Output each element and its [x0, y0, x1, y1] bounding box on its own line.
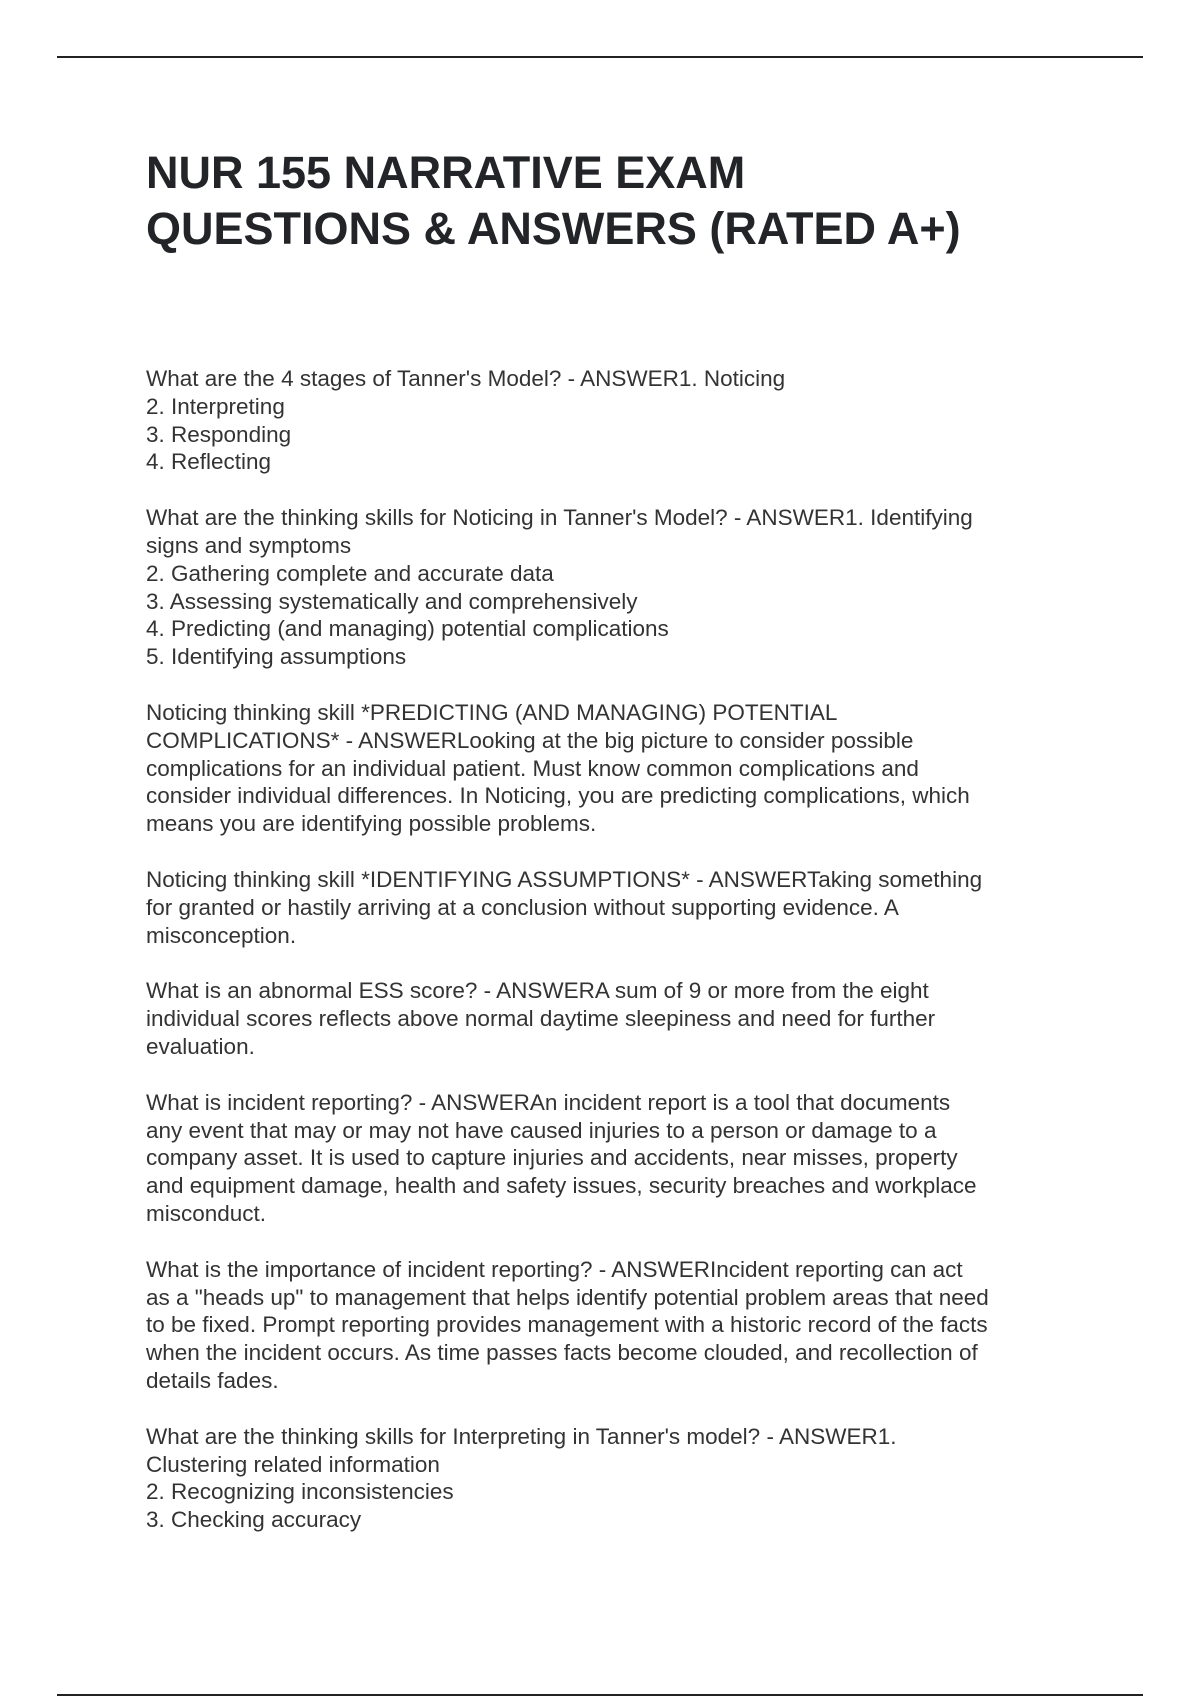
qa-line: 5. Identifying assumptions	[146, 644, 407, 670]
qa-line: Clustering related information	[146, 1451, 440, 1477]
qa-line: misconduct.	[146, 1200, 267, 1226]
qa-line: signs and symptoms	[146, 532, 352, 558]
top-rule	[57, 56, 1143, 58]
qa-item-predicting-complications	[146, 699, 1061, 838]
qa-line: 2. Interpreting	[146, 393, 285, 419]
document-body	[146, 145, 1061, 1562]
qa-line: 4. Reflecting	[146, 449, 272, 475]
qa-item-tanner-stages	[146, 365, 1061, 476]
document-title	[146, 145, 1061, 257]
qa-line: consider individual differences. In Noticing, you are predicting complications, which	[146, 783, 970, 809]
qa-line: and equipment damage, health and safety issues, security breaches and workplace	[146, 1173, 977, 1199]
qa-line: What is an abnormal ESS score? - ANSWERA sum of 9 or more from the eight	[146, 978, 929, 1004]
qa-item-incident-importance	[146, 1256, 1061, 1395]
qa-line: when the incident occurs. As time passes facts become clouded, and recollection of	[146, 1340, 978, 1366]
qa-line: to be fixed. Prompt reporting provides management with a historic record of the facts	[146, 1312, 988, 1338]
qa-line: COMPLICATIONS* - ANSWERLooking at the big picture to consider possible	[146, 727, 914, 753]
title-line-1: NUR 155 NARRATIVE EXAM	[146, 147, 746, 198]
qa-line: 3. Responding	[146, 421, 292, 447]
qa-line: What is incident reporting? - ANSWERAn incident report is a tool that documents	[146, 1089, 951, 1115]
qa-line: What are the 4 stages of Tanner's Model? - ANSWER1. Noticing	[146, 366, 786, 391]
qa-line: 2. Gathering complete and accurate data	[146, 560, 554, 586]
qa-item-noticing-skills	[146, 504, 1061, 671]
qa-line: company asset. It is used to capture injuries and accidents, near misses, property	[146, 1145, 958, 1171]
qa-line: 3. Checking accuracy	[146, 1507, 362, 1533]
qa-list	[146, 365, 1061, 1534]
qa-line: What are the thinking skills for Noticing in Tanner's Model? - ANSWER1. Identifying	[146, 505, 973, 531]
qa-line: as a "heads up" to management that helps identify potential problem areas that need	[146, 1284, 989, 1310]
qa-line: complications for an individual patient. Must know common complications and	[146, 755, 919, 781]
qa-line: any event that may or may not have caused injuries to a person or damage to a	[146, 1117, 937, 1143]
bottom-rule	[57, 1694, 1143, 1696]
qa-line: 3. Assessing systematically and comprehensively	[146, 588, 638, 614]
qa-line: for granted or hastily arriving at a conclusion without supporting evidence. A	[146, 894, 899, 920]
qa-line: What are the thinking skills for Interpreting in Tanner's model? - ANSWER1.	[146, 1423, 897, 1449]
qa-item-incident-reporting	[146, 1089, 1061, 1228]
qa-line: details fades.	[146, 1367, 279, 1393]
qa-item-ess-score	[146, 977, 1061, 1060]
title-line-2: QUESTIONS & ANSWERS (RATED A+)	[146, 203, 961, 254]
qa-line: Noticing thinking skill *IDENTIFYING ASSUMPTIONS* - ANSWERTaking something	[146, 866, 983, 892]
qa-line: individual scores reflects above normal daytime sleepiness and need for further	[146, 1006, 936, 1032]
qa-line: means you are identifying possible problems.	[146, 811, 597, 837]
qa-line: 4. Predicting (and managing) potential complications	[146, 616, 669, 642]
qa-line: What is the importance of incident reporting? - ANSWERIncident reporting can act	[146, 1256, 963, 1282]
qa-item-identifying-assumptions	[146, 866, 1061, 949]
qa-line: 2. Recognizing inconsistencies	[146, 1479, 454, 1505]
qa-item-interpreting-skills	[146, 1423, 1061, 1534]
qa-line: misconception.	[146, 922, 297, 948]
qa-line: Noticing thinking skill *PREDICTING (AND MANAGING) POTENTIAL	[146, 699, 838, 725]
qa-line: evaluation.	[146, 1033, 255, 1059]
